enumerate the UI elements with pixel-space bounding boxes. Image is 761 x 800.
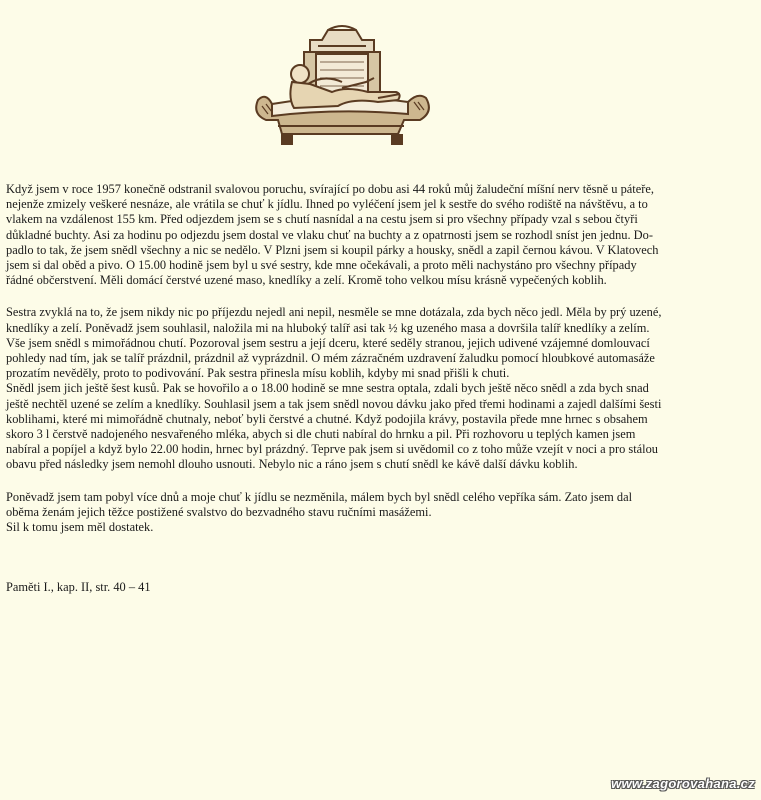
text-line: ještě nechtěl uzené se zelím a knedlíky. Souhlasil jsem a tak jsem snědl novou dávku jako před třemi hodinami a zajedl dalšími šesti <box>6 396 662 411</box>
text-line: Vše jsem snědl s mimořádnou chutí. Pozoroval jsem sestru a její dceru, které seděly stranou, jejich udivené vzájemné domlouvací <box>6 335 650 350</box>
text-line: oběma ženám jejich těžce postižené svalstvo do bezvadného stavu ručními masážemi. <box>6 504 432 519</box>
text-line: jsem si dal oběd a pivo. O 15.00 hodině jsem byl u své sestry, kde mne očekávali, a proto měli nachystáno pro všechny případy <box>6 258 637 273</box>
text-line: padlo to tak, že jsem snědl všechny a nic se nedělo. V Plzni jsem si koupil párky a housky, snědl a zapil černou kávou. V Klatovech <box>6 242 659 257</box>
article-text <box>6 182 751 535</box>
text-line: důkladné buchty. Asi za hodinu po odjezdu jsem dostal ve vlaku chuť na buchty a z opatrnosti jsem se rozhodl sníst jen jednu. Do- <box>6 227 653 242</box>
text-line: skoro 3 l čerstvě nadojeného nesvařeného mléka, abych si dle chuti nabíral do hrnku a pil. Při rozhovoru u teplých kamen jsem <box>6 427 636 442</box>
text-line: koblihami, které mi mimořádně chutnaly, neboť byli čerstvé a chutné. Když podojila krávy, postavila přede mne hrnec s obsahem <box>6 411 648 426</box>
source-citation: Paměti I., kap. II, str. 40 – 41 <box>6 580 151 594</box>
text-line: pohledy nad tím, jak se talíř prázdnil, prázdnil až vyprázdnil. O mém zázračném uzdravení žaludku pomocí hloubkové automasáže <box>6 351 655 366</box>
paragraph-3 <box>6 490 751 536</box>
text-line: Snědl jsem jich ještě šest kusů. Pak se hovořilo a o 18.00 hodině se mne sestra optala, zdali bych ještě něco snědl a zda bych snad <box>6 381 649 396</box>
text-line: řádné občerstvení. Měli domácí čerstvé uzené maso, knedlíky a zelí. Kromě toho velkou mísu krásně vypečených koblih. <box>6 273 607 288</box>
text-line: nejenže zmizely veškeré nesnáze, ale vrátila se chuť k jídlu. Ihned po vyléčení jsem jel k sestře do svého rodiště na návštěvu, a to <box>6 197 648 212</box>
paragraph-2 <box>6 305 751 472</box>
text-line: Když jsem v roce 1957 konečně odstranil svalovou poruchu, svírající po dobu asi 44 roků můj žaludeční míšní nerv těsně u páteře, <box>6 182 654 196</box>
site-watermark: www.zagorovahana.cz <box>611 776 755 791</box>
text-line: obavu před následky jsem nemohl dlouho usnouti. Nebylo nic a ráno jsem s chutí snědl ke kávě další dávku koblih. <box>6 457 578 472</box>
text-line: vlakem na vzdálenost 155 km. Před odjezdem jsem se s chutí nasnídal a na cestu jsem si pro všechny případy vzal s sebou čtyři <box>6 212 638 227</box>
reclining-man-on-sofa-woodcut-icon <box>248 22 436 152</box>
text-line: Poněvadž jsem tam pobyl více dnů a moje chuť k jídlu se nezměnila, málem bych byl snědl celého vepříka sám. Zato jsem dal <box>6 489 633 504</box>
text-line: knedlíky a zelí. Poněvadž jsem souhlasil, naložila mi na hluboký talíř asi tak ½ kg uzeného masa a dovršila talíř knedlíky a zelím. <box>6 320 650 335</box>
text-line: nabíral a popíjel a když bylo 22.00 hodin, hrnec byl prázdný. Teprve pak jsem si uvědomil co z toho může vzejít v noci a pro stálou <box>6 442 658 457</box>
text-line: prozatím nevěděly, proto to podivování. Pak sestra přinesla mísu koblih, kdyby mi snad přišli k chuti. <box>6 366 510 381</box>
text-line: Sestra zvyklá na to, že jsem nikdy nic po příjezdu nejedl ani nepil, nesměle se mne dotázala, zda bych něco jedl. Měla by prý uzené, <box>6 305 662 320</box>
text-line: Sil k tomu jsem měl dostatek. <box>6 520 154 535</box>
paragraph-1 <box>6 182 751 288</box>
